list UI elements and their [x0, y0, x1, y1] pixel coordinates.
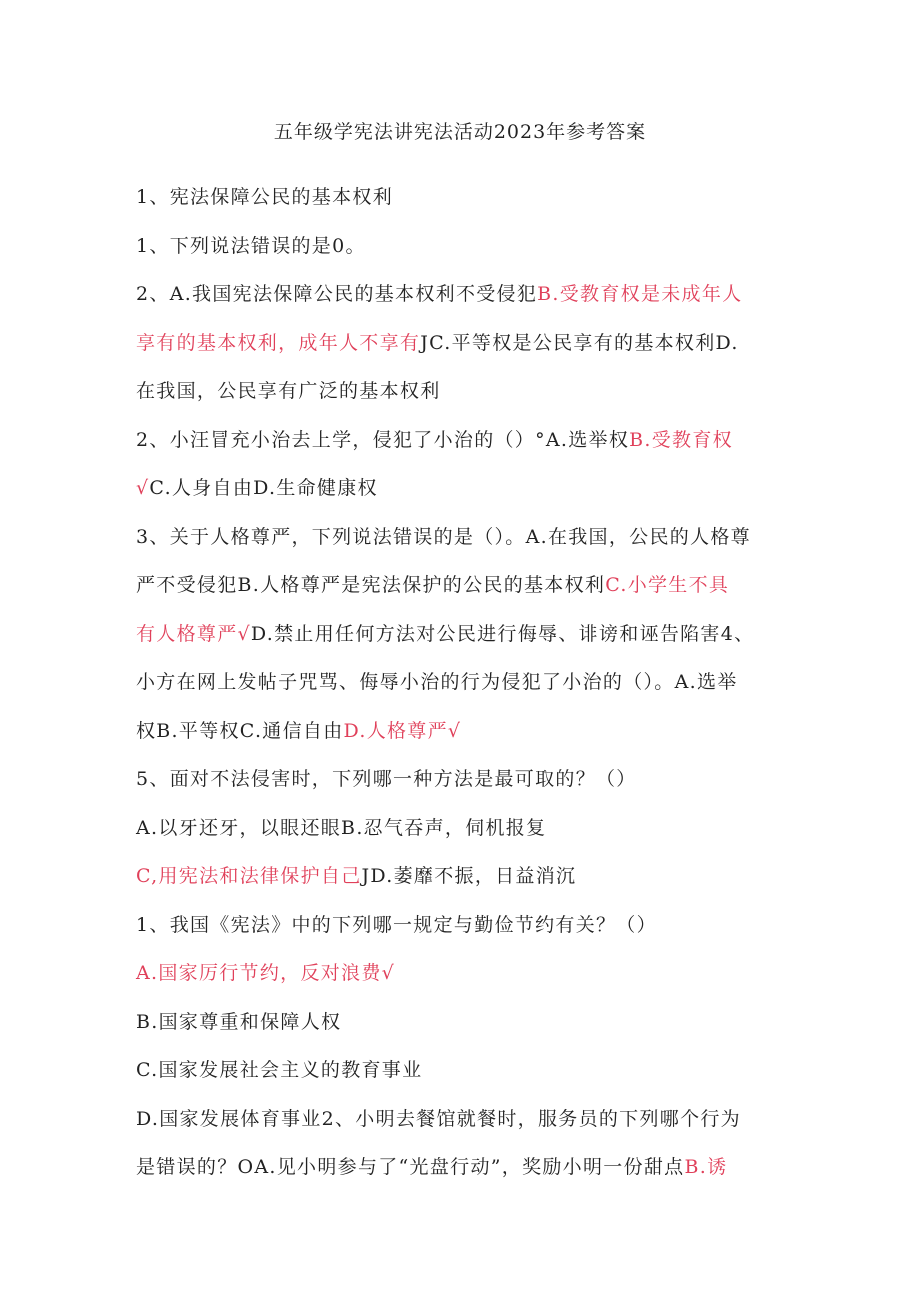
answer-highlight: D.人格尊严√ [343, 719, 462, 742]
text-segment: 1、我国《宪法》中的下列哪一规定与勤俭节约有关？（） [136, 913, 657, 936]
text-line [136, 473, 796, 522]
text-line [136, 861, 796, 910]
text-line [136, 570, 796, 619]
text-line [136, 231, 796, 280]
text-line [136, 1152, 796, 1201]
text-segment: 小方在网上发帖子咒骂、侮辱小治的行为侵犯了小治的（）。A.选举 [136, 671, 738, 693]
text-line [136, 910, 796, 959]
text-line [136, 376, 796, 425]
answer-highlight: B.诱 [684, 1156, 728, 1178]
text-segment: B.国家尊重和保障人权 [136, 1010, 342, 1033]
answer-highlight: 有人格尊严√ [136, 622, 251, 645]
text-line [136, 1055, 796, 1104]
text-segment: C.人身自由D.生命健康权 [149, 477, 378, 499]
text-line [136, 619, 796, 668]
text-line [136, 425, 796, 474]
text-line [136, 182, 796, 231]
text-segment: JC.平等权是公民享有的基本权利D. [420, 331, 739, 354]
text-line [136, 328, 796, 377]
text-line [136, 522, 796, 571]
answer-highlight: B.受教育权 [629, 428, 733, 451]
document-title: 五年级学宪法讲宪法活动2023年参考答案 [273, 121, 647, 143]
text-segment: 1、宪法保障公民的基本权利 [136, 186, 393, 208]
text-segment: 在我国，公民享有广泛的基本权利 [136, 380, 441, 402]
text-segment: JD.萎靡不振，日益消沉 [361, 865, 577, 887]
text-segment: A.以牙还牙，以眼还眼B.忍气吞声，伺机报复 [136, 816, 547, 839]
text-line [136, 667, 796, 716]
text-line [136, 813, 796, 862]
answer-highlight: B.受教育权是未成年人 [537, 283, 743, 305]
text-line [136, 1104, 796, 1153]
answer-highlight: A.国家厉行节约，反对浪费√ [136, 962, 396, 984]
text-segment: 1、下列说法错误的是0。 [136, 234, 366, 257]
text-segment: 3、关于人格尊严，下列说法错误的是（）。A.在我国，公民的人格尊 [136, 525, 751, 548]
text-segment: D.禁止用任何方法对公民进行侮辱、诽谤和诬告陷害4、 [250, 622, 755, 645]
text-segment: D.国家发展体育事业2、小明去餐馆就餐时，服务员的下列哪个行为 [136, 1107, 741, 1130]
answer-highlight: C,用宪法和法律保护自己 [136, 865, 362, 887]
text-segment: 2、A.我国宪法保障公民的基本权利不受侵犯 [136, 283, 538, 305]
answer-highlight: C.小学生不具 [605, 574, 730, 596]
document-body [136, 182, 796, 1201]
text-segment: 严不受侵犯B.人格尊严是宪法保护的公民的基本权利 [136, 574, 606, 596]
text-segment: C.国家发展社会主义的教育事业 [136, 1059, 423, 1081]
text-segment: 是错误的？OA.见小明参与了“光盘行动”，奖励小明一份甜点 [136, 1156, 685, 1178]
text-line [136, 764, 796, 813]
text-line [136, 1007, 796, 1056]
text-segment: 5、面对不法侵害时，下列哪一种方法是最可取的？（） [136, 768, 637, 790]
text-line [136, 958, 796, 1007]
answer-highlight: √ [136, 477, 150, 499]
text-line [136, 716, 796, 765]
text-segment: 权B.平等权C.通信自由 [136, 719, 344, 742]
answer-highlight: 享有的基本权利，成年人不享有 [136, 331, 421, 354]
text-line [136, 279, 796, 328]
text-segment: 2、小汪冒充小治去上学，侵犯了小治的（）°A.选举权 [136, 428, 630, 451]
